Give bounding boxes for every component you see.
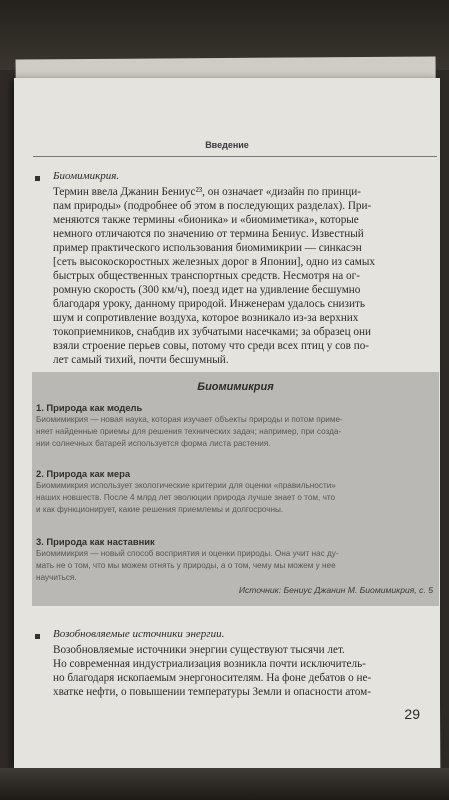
text-line: токоприемников, снабдив их зубчатыми насечками; за образец они xyxy=(53,326,371,338)
text-line: Возобновляемые источники энергии существуют тысячи лет. xyxy=(53,644,345,656)
text-line: пам природы» (подробнее об этом в последующих разделах). При- xyxy=(53,200,372,212)
text-line: и как функционирует, какие решения приемлемы и долгосрочны. xyxy=(36,505,284,514)
text-line: но благодаря ископаемым энергоносителям. На фоне дебатов о не- xyxy=(53,672,372,684)
book-page xyxy=(14,78,440,768)
text-line: Биомимикрия — новый способ восприятия и оценки природы. Она учит нас ду- xyxy=(36,549,339,558)
text-line: лет самый тихий, почти бесшумный. xyxy=(53,354,229,366)
bullet-icon xyxy=(35,634,40,639)
sidebar-source: Источник: Бениус Джанин М. Биомимикрия, с. 5 xyxy=(238,585,433,595)
sidebar-section-title: 3. Природа как наставник xyxy=(36,536,155,547)
text-line: наших новшеств. После 4 млрд лет эволюции природа лучше знает о том, что xyxy=(36,493,336,502)
text-line: меняются также термины «бионика» и «биомиметика», которые xyxy=(53,214,359,226)
sidebar-box xyxy=(32,372,439,606)
text-line: шум и сопротивление воздуха, которое возникало из-за верхних xyxy=(53,312,359,324)
background-bottom xyxy=(0,768,449,800)
header-rule xyxy=(33,156,437,157)
text-line: научиться. xyxy=(36,573,77,582)
section-body-renewable-energy xyxy=(53,643,435,699)
bullet-icon xyxy=(35,176,40,181)
text-line: быстрых общественных транспортных средств. Несмотря на ог- xyxy=(53,270,360,282)
section-title-biomimicry: Биомимикрия. xyxy=(53,170,120,182)
page-number: 29 xyxy=(404,706,420,722)
text-line: хватке нефти, о повышении температуры Земли и опасности атом- xyxy=(53,686,371,698)
text-line: Термин ввела Джанин Бениус²³, он означает «дизайн по принци- xyxy=(53,186,361,198)
text-line: Биомимикрия использует экологические критерии для оценки «правильности» xyxy=(36,481,336,490)
text-line: Но современная индустриализация возникла почти исключитель- xyxy=(53,658,366,670)
sidebar-section-title: 2. Природа как мера xyxy=(36,468,131,479)
text-line: няет найденные приемы для решения технических задач; например, при созда- xyxy=(36,427,342,436)
text-line: немного отличаются по значению от термина Бениус. Известный xyxy=(53,228,364,240)
text-line: пример практического использования биомимикрии — синкасэн xyxy=(53,242,362,254)
sidebar-title: Биомимикрия xyxy=(197,381,274,393)
running-header: Введение xyxy=(205,140,249,150)
text-line: Биомимикрия — новая наука, которая изучает объекты природы и потом приме- xyxy=(36,415,343,424)
section-title-renewable-energy: Возобновляемые источники энергии. xyxy=(53,628,225,640)
text-line: взяли строение перьев совы, потому что среди всех птиц у сов по- xyxy=(53,340,370,352)
text-line: благодаря уроку, данному природой. Инженерам удалось снизить xyxy=(53,298,365,310)
text-line: мать не о том, что мы можем отнять у природы, а о том, чему мы можем у нее xyxy=(36,561,336,570)
text-line: нии солнечных батарей используется форма листа растения. xyxy=(36,439,271,448)
section-body-biomimicry xyxy=(53,185,435,367)
sidebar-section-body xyxy=(36,480,436,516)
sidebar-section-body xyxy=(36,548,436,584)
sidebar-section-body xyxy=(36,414,436,450)
text-line: [сеть высокоскоростных железных дорог в Японии], одно из самых xyxy=(53,256,375,268)
text-line: ромную скорость (300 км/ч), поезд идет на удивление бесшумно xyxy=(53,284,361,296)
sidebar-section-title: 1. Природа как модель xyxy=(36,402,143,413)
